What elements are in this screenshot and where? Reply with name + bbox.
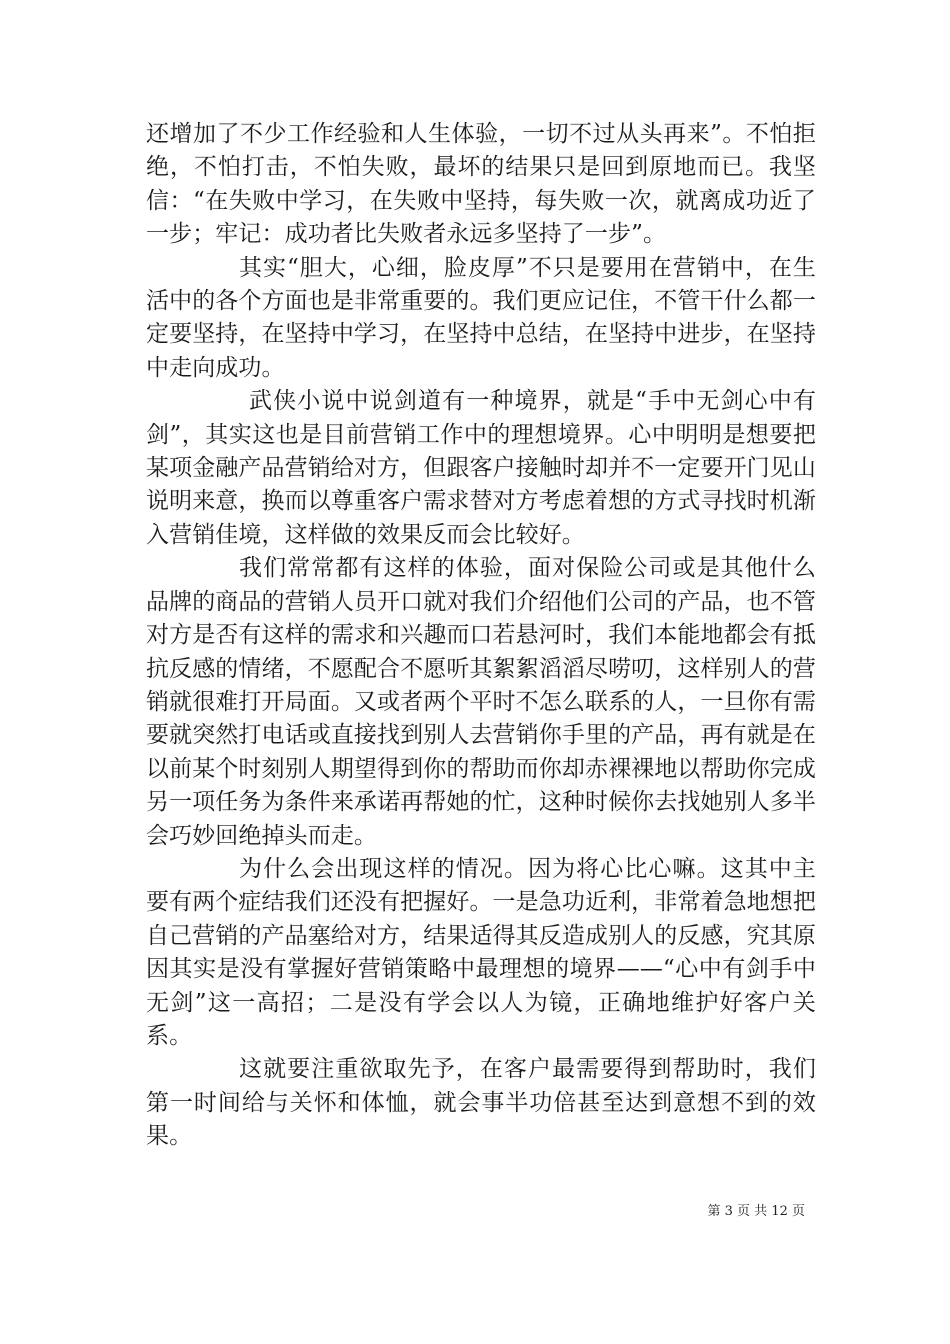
document-body	[146, 118, 816, 1154]
page-number-footer: 第 3 页 共 12 页	[707, 1204, 805, 1219]
paragraph: 我们常常都有这样的体验，面对保险公司或是其他什么品牌的商品的营销人员开口就对我们介绍他们公司的产品，也不管对方是否有这样的需求和兴趣而口若悬河时，我们本能地都会有抵抗反感的情绪，不愿配合不愿听其絮絮滔滔尽唠叨，这样别人的营销就很难打开局面。又或者两个平时不怎么联系的人，一旦你有需要就突然打电话或直接找到别人去营销你手里的产品，再有就是在以前某个时刻别人期望得到你的帮助而你却赤裸裸地以帮助你完成另一项任务为条件来承诺再帮她的忙，这种时候你去找她别人多半会巧妙回绝掉头而走。	[146, 555, 816, 849]
paragraph-continuation: 还增加了不少工作经验和人生体验，一切不过从头再来”。不怕拒绝，不怕打击，不怕失败，最坏的结果只是回到原地而已。我坚信：“在失败中学习，在失败中坚持，每失败一次，就离成功近了一步；牢记：成功者比失败者永远多坚持了一步”。	[146, 121, 816, 248]
paragraph: 其实“胆大，心细，脸皮厚”不只是要用在营销中，在生活中的各个方面也是非常重要的。我们更应记住，不管干什么都一定要坚持，在坚持中学习，在坚持中总结，在坚持中进步，在坚持中走向成功。	[146, 254, 816, 381]
paragraph: 为什么会出现这样的情况。因为将心比心嘛。这其中主要有两个症结我们还没有把握好。一是急功近利，非常着急地想把自己营销的产品塞给对方，结果适得其反造成别人的反感，究其原因其实是没有掌握好营销策略中最理想的境界——“心中有剑手中无剑”这一高招；二是没有学会以人为镜，正确地维护好客户关系。	[146, 855, 816, 1049]
paragraph: 武侠小说中说剑道有一种境界，就是“手中无剑心中有剑”，其实这也是目前营销工作中的理想境界。心中明明是想要把某项金融产品营销给对方，但跟客户接触时却并不一定要开门见山说明来意，换而以尊重客户需求替对方考虑着想的方式寻找时机渐入营销佳境，这样做的效果反而会比较好。	[146, 388, 816, 548]
paragraph: 这就要注重欲取先予，在客户最需要得到帮助时，我们第一时间给与关怀和体恤，就会事半功倍甚至达到意想不到的效果。	[146, 1056, 816, 1150]
